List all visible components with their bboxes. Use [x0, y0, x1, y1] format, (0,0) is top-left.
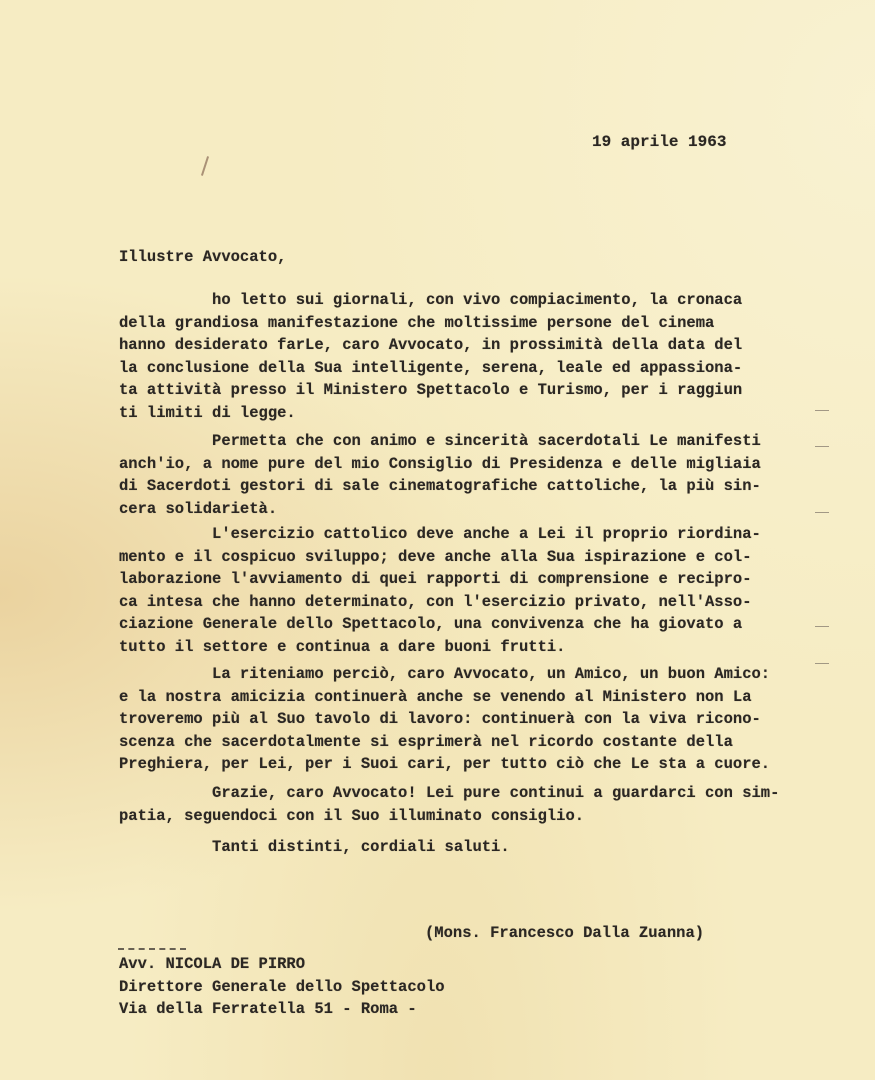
paragraph-5: Grazie, caro Avvocato! Lei pure continui a guardarci con sim- patia, seguendoci con il Suo illuminato consiglio. [119, 784, 780, 825]
margin-tick-mark [815, 626, 829, 627]
margin-tick-mark [815, 410, 829, 411]
margin-tick-mark [815, 446, 829, 447]
paragraph-4: La riteniamo perciò, caro Avvocato, un Amico, un buon Amico: e la nostra amicizia continuerà anche se venendo al Ministero non La troveremo più al Suo tavolo di lavoro: continuerà con la viva ricono- scenza che sacerdotalmente si esprimerà nel ricordo costante della Preghiera, per Lei, per i Suoi cari, per tutto ciò che Le sta a cuore. [119, 665, 771, 773]
paragraph-3: L'esercizio cattolico deve anche a Lei il proprio riordina- mento e il cospicuo sviluppo; deve anche alla Sua ispirazione e col- laborazione l'avviamento di quei rapporti di comprensione e recipro- ca intesa che hanno determinato, con l'esercizio privato, nell'Asso- ciazione Generale dello Spettacolo, una convivenza che ha giovato a tutto il settore e continua a dare buoni frutti. [119, 525, 761, 656]
paragraph-2: Permetta che con animo e sincerità sacerdotali Le manifesti anch'io, a nome pure del mio Consiglio di Presidenza e delle migliaia di Sacerdoti gestori di sale cinematografiche cattoliche, la più sin- cera solidarietà. [119, 432, 761, 518]
letter-date: 19 aprile 1963 [592, 133, 727, 151]
pen-stroke-mark [201, 156, 209, 176]
margin-tick-mark [815, 512, 829, 513]
salutation: Illustre Avvocato, [119, 248, 287, 266]
signature-block: (Mons. Francesco Dalla Zuanna) [425, 924, 705, 942]
recipient-address: Avv. NICOLA DE PIRRO Direttore Generale dello Spettacolo Via della Ferratella 51 - Roma - [119, 955, 445, 1018]
recipient-underline [118, 948, 186, 952]
closing-greeting: Tanti distinti, cordiali saluti. [119, 838, 510, 856]
margin-tick-mark [815, 663, 829, 664]
paragraph-1: ho letto sui giornali, con vivo compiacimento, la cronaca della grandiosa manifestazione che moltissime persone del cinema hanno desiderato farLe, caro Avvocato, in prossimità della data del la conclusione della Sua intelligente, serena, leale ed appassiona- ta attività presso il Ministero Spettacolo e Turismo, per i raggiun ti limiti di legge. [119, 291, 743, 422]
